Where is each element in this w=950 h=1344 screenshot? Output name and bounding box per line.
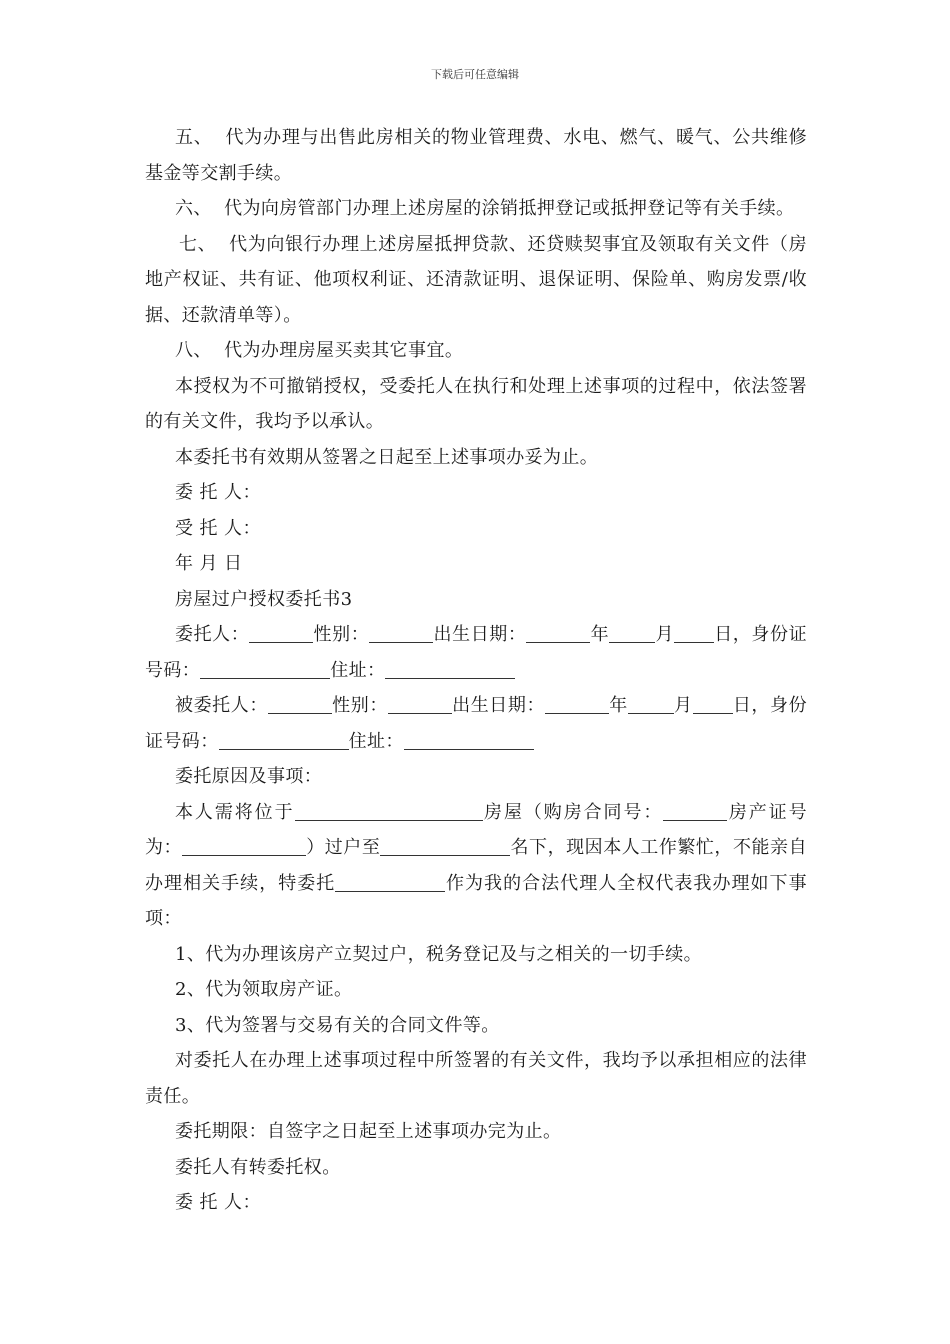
agent-birth-day-blank[interactable] [693, 694, 733, 714]
item-5-text: 代为办理与出售此房相关的物业管理费、水电、燃气、暖气、公共维修基金等交割手续。 [145, 127, 807, 184]
matter-3: 3、代为签署与交易有关的合同文件等。 [175, 1014, 500, 1036]
period-paragraph: 委托期限：自签字之日起至上述事项办完为止。 [175, 1121, 562, 1142]
principal-signature-line: 委 托 人： [175, 482, 261, 503]
gender-label: 性别： [313, 624, 370, 645]
principal-name-blank[interactable] [249, 623, 313, 643]
item-6-text: 代为向房管部门办理上述房屋的涂销抵押登记或抵押登记等有关手续。 [224, 198, 795, 219]
day-label: 日，身份 [714, 624, 789, 645]
agent-birth-month-blank[interactable] [628, 694, 674, 714]
agent-address-blank[interactable] [404, 730, 534, 750]
responsibility-paragraph: 对委托人在办理上述事项过程中所签署的有关文件，我均予以承担相应的法律责任。 [145, 1050, 807, 1107]
validity-paragraph: 本委托书有效期从签署之日起至上述事项办妥为止。 [175, 446, 599, 468]
contract-number-blank[interactable] [663, 801, 727, 821]
agent-label: 被委托人： [175, 695, 268, 716]
item-8 [145, 333, 807, 369]
matter-2: 2、代为领取房产证。 [175, 979, 353, 1000]
reason-part-a: 本人需将位于 [175, 801, 295, 823]
year-label: 年 [590, 624, 610, 645]
transferee-blank[interactable] [380, 836, 510, 856]
item-8-label: 八、 [175, 340, 212, 361]
section-title: 房屋过户授权委托书3 [175, 588, 353, 610]
agent-id-blank[interactable] [219, 730, 349, 750]
agent-year-label: 年 [609, 695, 628, 716]
agent-address-label: 住址： [348, 730, 404, 752]
transfer-right-paragraph: 委托人有转委托权。 [175, 1156, 341, 1178]
id-label: 证号码： [145, 624, 807, 681]
address-label: 住址： [330, 659, 386, 681]
matter-1: 1、代为办理该房产立契过户，税务登记及与之相关的一切手续。 [175, 943, 703, 965]
principal-info [145, 617, 807, 688]
agent-day-label: 日，身 [732, 695, 789, 716]
reason-part-e: 名下，现因本人工作繁忙，不能亲自办理相关手续，特委托 [145, 837, 807, 894]
item-6 [145, 191, 807, 227]
agent-gender-blank[interactable] [388, 694, 452, 714]
principal-address-blank[interactable] [385, 659, 515, 679]
agent-name-blank[interactable] [268, 694, 332, 714]
certificate-number-blank[interactable] [182, 836, 306, 856]
agent-gender-label: 性别： [331, 695, 388, 716]
reason-part-f: 作为我的合法代理人全权代表我办理如下事项： [145, 872, 807, 929]
property-location-blank[interactable] [295, 801, 483, 821]
item-7-label: 七、 [179, 233, 217, 255]
reason-paragraph [145, 795, 807, 937]
birth-label: 出生日期： [433, 624, 527, 645]
principal-label: 委托人： [175, 624, 250, 645]
principal-gender-blank[interactable] [369, 623, 433, 643]
reason-part-b: 房屋（购房合同号： [482, 801, 664, 823]
item-5 [145, 120, 807, 191]
birth-year-blank[interactable] [526, 623, 590, 643]
principal-id-blank[interactable] [200, 659, 330, 679]
item-5-label: 五、 [175, 127, 213, 148]
agent-id-label: 份证号码： [145, 695, 808, 752]
page-header-note: 下载后可任意编辑 [431, 68, 519, 81]
agent-info [145, 688, 807, 759]
irrevocable-paragraph: 本授权为不可撤销授权，受委托人在执行和处理上述事项的过程中，依法签署的有关文件，我均予以承认。 [145, 375, 807, 432]
principal-signature-line-3: 委 托 人： [175, 1192, 261, 1213]
document-body [145, 120, 807, 1221]
date-line: 年 月 日 [175, 553, 243, 574]
agent-birth-label: 出生日期： [451, 695, 546, 716]
item-8-text: 代为办理房屋买卖其它事宜。 [224, 340, 464, 361]
item-7-text: 代为向银行办理上述房屋抵押贷款、还贷赎契事宜及领取有关文件（房地产权证、共有证、他项权利证、还清款证明、退保证明、保险单、购房发票/收据、还款清单等）。 [145, 233, 807, 326]
agent-birth-year-blank[interactable] [545, 694, 609, 714]
item-6-label: 六、 [175, 198, 212, 219]
reason-part-c: 房产证号为： [145, 801, 807, 858]
reason-part-d: ）过户至 [306, 837, 381, 858]
reason-title: 委托原因及事项： [175, 766, 323, 787]
trustee-blank[interactable] [335, 872, 445, 892]
agent-signature-line: 受 托 人： [175, 517, 261, 539]
month-label: 月 [655, 624, 675, 645]
birth-month-blank[interactable] [609, 623, 655, 643]
agent-month-label: 月 [673, 695, 693, 716]
birth-day-blank[interactable] [674, 623, 714, 643]
item-7 [145, 227, 807, 334]
